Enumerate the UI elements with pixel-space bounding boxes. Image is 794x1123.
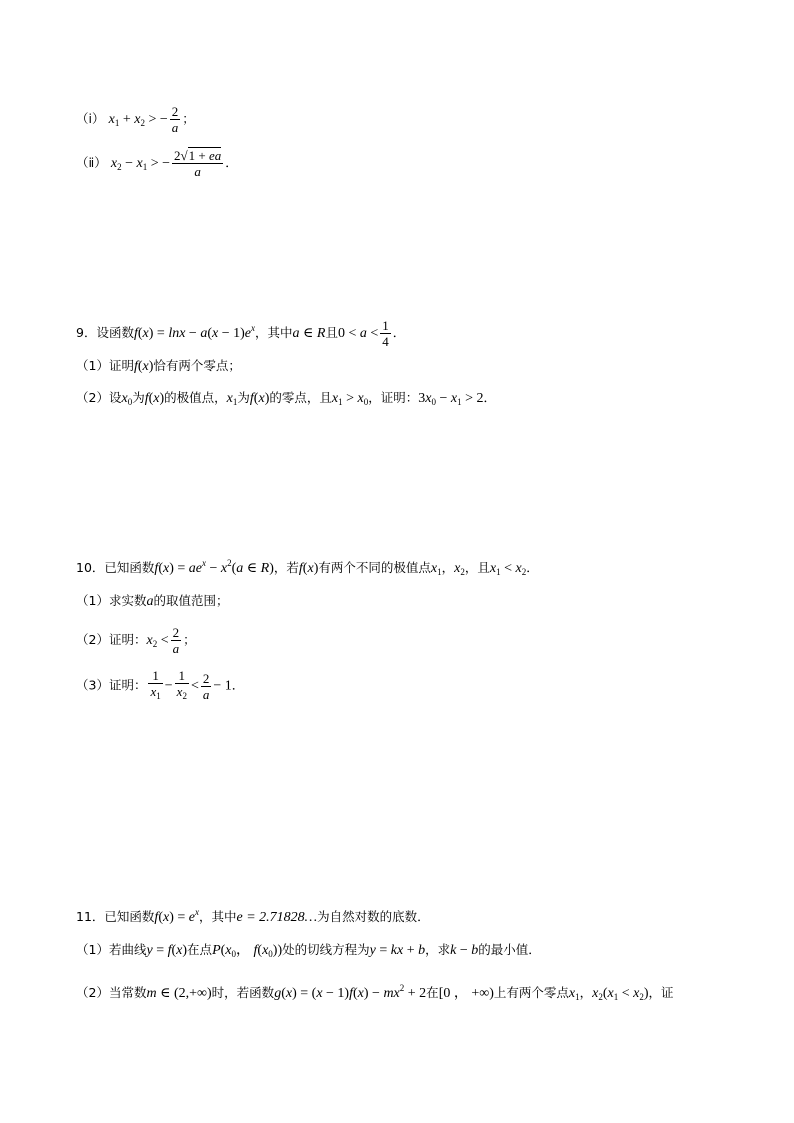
q8-part-ii-formula: $x_2 - x_1$ > − xyxy=(110,156,171,172)
fraction-1-over-x1: $\frac{1}{x_1}$ xyxy=(150,668,161,701)
q11-part-1: （1）若曲线y = f(x)在点$P(x_0$， $f(x_0)$)处的切线方程为y = kx + b，求k − b的最小值． xyxy=(76,942,541,959)
fraction-2-over-a: $\frac{2}{a}$ xyxy=(202,670,210,702)
q8-part-ii: （ⅱ） $x_2 - x_1$ > − $\frac{2√1 + ea}{a}$ ． xyxy=(76,148,238,179)
fraction-1-over-x2: $\frac{1}{x_2}$ xyxy=(176,668,187,701)
q9-function: $f(x) = \ln x - a(x - 1)e^x$ xyxy=(133,323,255,341)
q10-part-2: （2）证明：$x_2$ < $\frac{2}{a}$ ； xyxy=(76,625,196,656)
q8-part-ii-label: （ⅱ） xyxy=(76,155,107,170)
fraction-2-over-a: $\frac{2}{a}$ xyxy=(172,625,180,656)
q9-number: 9． xyxy=(76,325,97,340)
q11-stem: 11．已知函数$f(x) = e^x$，其中e = 2.71828…为自然对数的底数． xyxy=(76,907,430,925)
q10-part-1: （1）求实数a的取值范围； xyxy=(76,593,229,609)
fraction-sqrt: $\frac{2√1 + ea}{a}$ xyxy=(174,148,222,179)
q9-part-2: （2）设$x_0$为f(x)的极值点，$x_1$为f(x)的零点，且$x_1 > x_0$，证明：$3x_0 - x_1 > 2$． xyxy=(76,390,496,407)
q8-part-i-formula: $x_1 + x_2$ > − xyxy=(108,112,168,128)
q10-stem: 10．已知函数$f(x) = ae^x - x^2(a$ ∈ R)，若f(x)有两个不同的极值点$x_1$，$x_2$，且$x_1 < x_2$． xyxy=(76,558,539,577)
q11-part-2: （2）当常数m ∈ (2,+∞)时，若函数$g(x) = (x - 1)f(x) - mx^2 + 2$在[0 ， +∞)上有两个零点$x_1$，$x_2(x_1 < x_2)$，证 xyxy=(76,983,674,1002)
fraction-2-over-a: $\frac{2}{a}$ xyxy=(171,104,179,135)
q9-stem: 9．设函数$f(x) = \ln x - a(x - 1)e^x$，其中a ∈ R且0 < a < $\frac{1}{4}$ ． xyxy=(76,318,406,349)
q10-number: 10． xyxy=(76,560,105,575)
q9-part-1: （1）证明f(x)恰有两个零点； xyxy=(76,358,241,374)
q8-part-i-label: （ⅰ） xyxy=(76,111,105,126)
q10-part-3: （3）证明： $\frac{1}{x_1}$ − $\frac{1}{x_2}$ < $\frac{2}{a}$ − 1． xyxy=(76,668,244,704)
q8-part-i: （ⅰ） $x_1 + x_2$ > − $\frac{2}{a}$ ； xyxy=(76,104,195,135)
q11-number: 11． xyxy=(76,909,105,924)
q11-function: $f(x) = e^x$ xyxy=(154,907,199,925)
q11-e-value: e = 2.71828… xyxy=(236,910,318,925)
fraction-1-over-4: $\frac{1}{4}$ xyxy=(382,318,389,349)
q10-function: $f(x) = ae^x - x^2(a$ ∈ R) xyxy=(154,558,274,576)
